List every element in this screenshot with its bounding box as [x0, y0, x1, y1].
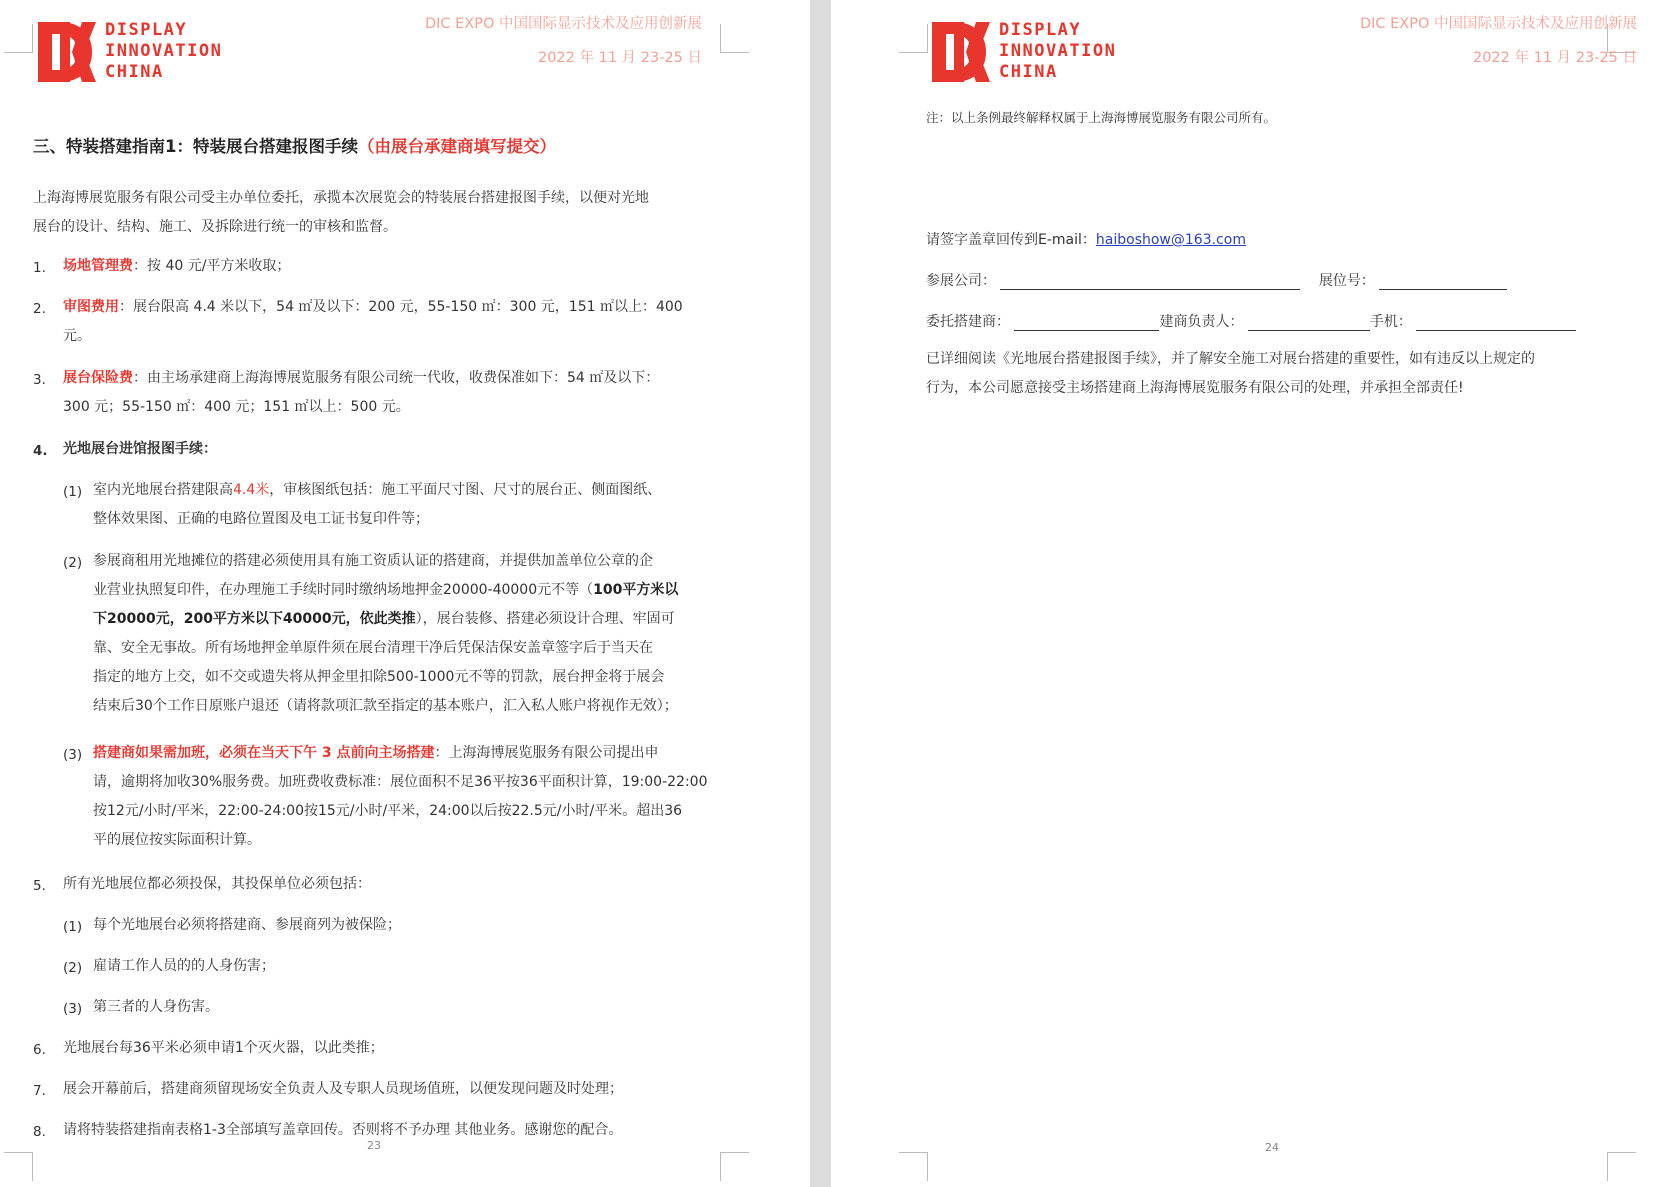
item-text: ：展台限高 4.4 米以下，54 ㎡及以下：200 元，55-150 ㎡：300 元，151 ㎡以上：400 — [119, 299, 683, 315]
crop-mark — [1607, 1152, 1636, 1181]
company-label: 参展公司： — [926, 273, 996, 289]
list-item-5: 所有光地展位都必须投保，其投保单位必须包括： — [63, 876, 371, 892]
sub-text: ，审核图纸包括：施工平面尺寸图、尺寸的展台正、侧面图纸、 — [269, 482, 662, 498]
declaration-line: 已详细阅读《光地展台搭建报图手续》，并了解安全施工对展台搭建的重要性，如有违反以上规定的 — [926, 351, 1535, 367]
expo-name: DIC EXPO 中国国际显示技术及应用创新展 — [1359, 16, 1637, 32]
dic-logo — [38, 20, 222, 83]
list-item-7: 展会开幕前后，搭建商须留现场安全负责人及专职人员现场值班，以便发现问题及时处理； — [63, 1081, 623, 1097]
list-number: 6. — [33, 1042, 46, 1058]
list-number: 7. — [33, 1083, 46, 1099]
list-number: 5. — [33, 878, 46, 894]
intro-paragraph — [33, 184, 733, 242]
expo-dates: 2022 年 11 月 23-25 日 — [537, 50, 702, 66]
crop-mark — [720, 24, 749, 53]
sub-number: (3) — [63, 1001, 83, 1017]
list-item-3 — [63, 364, 743, 422]
manager-label: 建商负责人： — [1159, 314, 1244, 330]
list-item-4-label: 光地展台进馆报图手续： — [63, 441, 217, 457]
overtime-rule: 搭建商如果需加班，必须在当天下午 3 点前向主场搭建 — [93, 745, 435, 761]
item-label: 审图费用 — [63, 299, 119, 315]
sub-number: (3) — [63, 747, 83, 763]
sub-text: 参展商租用光地摊位的搭建必须使用具有施工资质认证的搭建商，并提供加盖单位公章的企 — [93, 553, 653, 569]
contractor-label: 委托搭建商： — [926, 314, 1010, 330]
item-text: ：由主场承建商上海海博展览服务有限公司统一代收，收费保准如下：54 ㎡及以下： — [133, 370, 660, 386]
logo-line-2: INNOVATION — [999, 41, 1117, 61]
sub-item-4-1 — [93, 476, 733, 534]
deposit-rule: 下20000元，200平方米以下40000元，依此类推 — [93, 611, 416, 627]
sub-item-5-1: 每个光地展台必须将搭建商、参展商列为被保险； — [93, 917, 401, 933]
list-number: 4. — [33, 443, 48, 459]
list-item-8: 请将特装搭建指南表格1-3全部填写盖章回传。否则将不予办理 其他业务。感谢您的配合。 — [63, 1122, 623, 1138]
sub-text: 业营业执照复印件，在办理施工手续时同时缴纳场地押金20000-40000元不等（ — [93, 582, 594, 598]
logo-wordmark — [999, 20, 1116, 83]
sub-text: 平的展位按实际面积计算。 — [93, 832, 261, 848]
sub-item-4-2 — [93, 547, 733, 721]
sub-text: 整体效果图、正确的电路位置图及电工证书复印件等； — [93, 511, 429, 527]
crop-mark — [4, 24, 33, 53]
sub-text: 按12元/小时/平米，22:00-24:00按15元/小时/平米，24:00以后按22.5元/小时/平米。超出36 — [93, 803, 683, 819]
dic-logo — [932, 20, 1116, 83]
phone-field[interactable] — [1416, 314, 1576, 331]
crop-mark — [720, 1152, 749, 1181]
intro-line: 展台的设计、结构、施工、及拆除进行统一的审核和监督。 — [33, 219, 397, 235]
booth-label: 展位号： — [1318, 273, 1375, 289]
sub-text: 靠、安全无事故。所有场地押金单原件须在展台清理干净后凭保洁保安盖章签字后于当天在 — [93, 640, 653, 656]
logo-line-3: CHINA — [999, 62, 1058, 82]
page-number: 23 — [367, 1139, 381, 1152]
logo-line-1: DISPLAY — [105, 20, 188, 40]
item-text: 元。 — [63, 328, 91, 344]
logo-line-1: DISPLAY — [999, 20, 1082, 40]
sub-item-5-2: 雇请工作人员的的人身伤害； — [93, 958, 275, 974]
section-heading — [33, 133, 556, 157]
booth-field[interactable] — [1379, 273, 1507, 290]
page-gutter — [810, 0, 831, 1187]
dic-logo-mark-icon — [932, 22, 990, 82]
dic-logo-mark-icon — [38, 22, 96, 82]
logo-line-2: INNOVATION — [105, 41, 223, 61]
email-line — [926, 229, 1246, 249]
item-label: 展台保险费 — [63, 370, 133, 386]
list-number: 1. — [33, 260, 46, 276]
contractor-field[interactable] — [1014, 314, 1159, 331]
sub-number: (1) — [63, 919, 83, 935]
heading-main: 三、特装搭建指南1：特装展台搭建报图手续 — [33, 137, 358, 156]
expo-name: DIC EXPO 中国国际显示技术及应用创新展 — [424, 16, 702, 32]
sub-text: 指定的地方上交，如不交或遗失将从押金里扣除500-1000元不等的罚款，展台押金将于展会 — [93, 669, 665, 685]
phone-label: 手机： — [1369, 314, 1412, 330]
expo-dates: 2022 年 11 月 23-25 日 — [1472, 50, 1637, 66]
sub-number: (2) — [63, 555, 83, 571]
page-24 — [831, 0, 1662, 1187]
sub-text: ），展台装修、搭建必须设计合理、牢固可 — [415, 611, 675, 627]
crop-mark — [899, 1152, 928, 1181]
sub-text: 室内光地展台搭建限高 — [93, 482, 233, 498]
intro-line: 上海海博展览服务有限公司受主办单位委托，承揽本次展览会的特装展台搭建报图手续，以便对光地 — [33, 190, 649, 206]
logo-line-3: CHINA — [105, 62, 164, 82]
crop-mark — [4, 1152, 33, 1181]
sub-number: (2) — [63, 960, 83, 976]
item-text: 300 元；55-150 ㎡：400 元；151 ㎡以上：500 元。 — [63, 399, 410, 415]
email-label: 请签字盖章回传到E-mail： — [926, 232, 1096, 248]
page-number: 24 — [1265, 1141, 1279, 1154]
list-number: 3. — [33, 372, 46, 388]
sub-item-5-3: 第三者的人身伤害。 — [93, 999, 219, 1015]
sub-text: 请，逾期将加收30%服务费。加班费收费标准：展位面积不足36平按36平面积计算，19:00-22:00 — [93, 774, 708, 790]
heading-note: （由展台承建商填写提交） — [357, 137, 556, 156]
list-item-2 — [63, 293, 723, 351]
email-link[interactable]: haiboshow@163.com — [1095, 232, 1246, 248]
manager-field[interactable] — [1248, 314, 1370, 331]
sub-text: 结束后30个工作日原账户退还（请将款项汇款至指定的基本账户，汇入私人账户将视作无效）； — [93, 698, 678, 714]
item-text: ：按 40 元/平方米收取； — [133, 258, 291, 274]
height-limit: 4.4米 — [233, 482, 270, 498]
declaration-paragraph — [926, 345, 1626, 403]
page-23 — [0, 0, 810, 1187]
sub-item-4-3 — [93, 739, 733, 855]
company-field[interactable] — [1000, 273, 1300, 290]
list-number: 2. — [33, 301, 46, 317]
list-number: 8. — [33, 1124, 46, 1140]
list-item-6: 光地展台每36平米必须申请1个灭火器，以此类推； — [63, 1040, 384, 1056]
sub-number: (1) — [63, 484, 83, 500]
logo-wordmark — [105, 20, 222, 83]
sub-text: ：上海海博展览服务有限公司提出申 — [434, 745, 659, 761]
deposit-rule: 100平方米以 — [593, 582, 679, 598]
disclaimer-note: 注：以上条例最终解释权属于上海海博展览服务有限公司所有。 — [926, 110, 1277, 125]
list-item-1 — [63, 252, 723, 281]
item-label: 场地管理费 — [63, 258, 133, 274]
contractor-line — [926, 311, 1576, 331]
company-line — [926, 270, 1507, 290]
declaration-line: 行为，本公司愿意接受主场搭建商上海海博展览服务有限公司的处理，并承担全部责任! — [926, 380, 1464, 396]
crop-mark — [899, 24, 928, 53]
